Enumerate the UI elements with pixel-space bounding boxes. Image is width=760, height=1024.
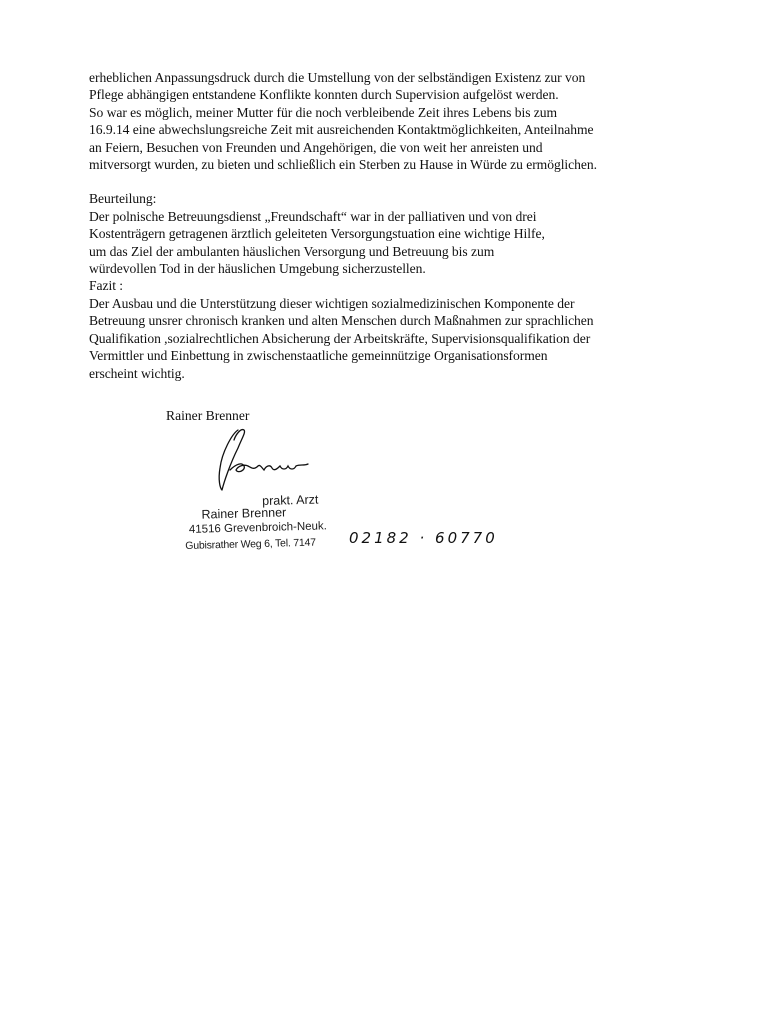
letter-body	[89, 69, 709, 382]
handwritten-phone-number: 02182 · 60770	[349, 529, 498, 547]
body-line: würdevollen Tod in der häuslichen Umgebung sicherzustellen.	[89, 261, 426, 277]
body-line: erscheint wichtig.	[89, 365, 185, 381]
signatory-name: Rainer Brenner	[166, 408, 250, 423]
stamp-address: Gubisrather Weg 6, Tel. 7147	[185, 536, 317, 553]
body-line: Der polnische Betreuungsdienst „Freundschaft“ war in der palliativen und von drei	[89, 208, 537, 224]
body-line: erheblichen Anpassungsdruck durch die Umstellung von der selbständigen Existenz zur von	[89, 70, 586, 85]
body-line: Kostenträgern getragenen ärztlich geleiteten Versorgungstuation eine wichtige Hilfe,	[89, 226, 545, 242]
body-line: an Feiern, Besuchen von Freunden und Angehörigen, die von weit her anreisten und	[89, 139, 543, 155]
body-line: um das Ziel der ambulanten häuslichen Versorgung und Betreuung bis zum	[89, 243, 495, 259]
stamp-name: Rainer Brenner	[201, 505, 287, 522]
body-line: Der Ausbau und die Unterstützung dieser wichtigen sozialmedizinischen Komponente der	[89, 295, 575, 311]
fazit-heading: Fazit :	[89, 278, 124, 294]
body-line: 16.9.14 eine abwechslungsreiche Zeit mit ausreichenden Kontaktmöglichkeiten, Anteilnahme	[89, 122, 594, 138]
body-line: Betreuung unsrer chronisch kranken und alten Menschen durch Maßnahmen zur sprachlichen	[89, 313, 594, 329]
handwritten-signature	[208, 424, 318, 492]
stamp-city: 41516 Grevenbroich-Neuk.	[188, 520, 328, 536]
stamp-title: prakt. Arzt	[261, 492, 319, 509]
body-line: Pflege abhängigen entstandene Konflikte konnten durch Supervision aufgelöst werden.	[89, 87, 559, 103]
body-line: So war es möglich, meiner Mutter für die noch verbleibende Zeit ihres Lebens bis zum	[89, 104, 558, 120]
body-line: Qualifikation ,sozialrechtlichen Absicherung der Arbeitskräfte, Supervisionsqualifikation der	[89, 330, 591, 346]
body-line: Vermittler und Einbettung in zwischenstaatliche gemeinnützige Organisationsformen	[89, 348, 548, 364]
paragraph-gap	[89, 173, 709, 190]
beurteilung-heading: Beurteilung:	[89, 191, 157, 207]
body-line: mitversorgt wurden, zu bieten und schließlich ein Sterben zu Hause in Würde zu ermöglichen.	[89, 157, 597, 173]
